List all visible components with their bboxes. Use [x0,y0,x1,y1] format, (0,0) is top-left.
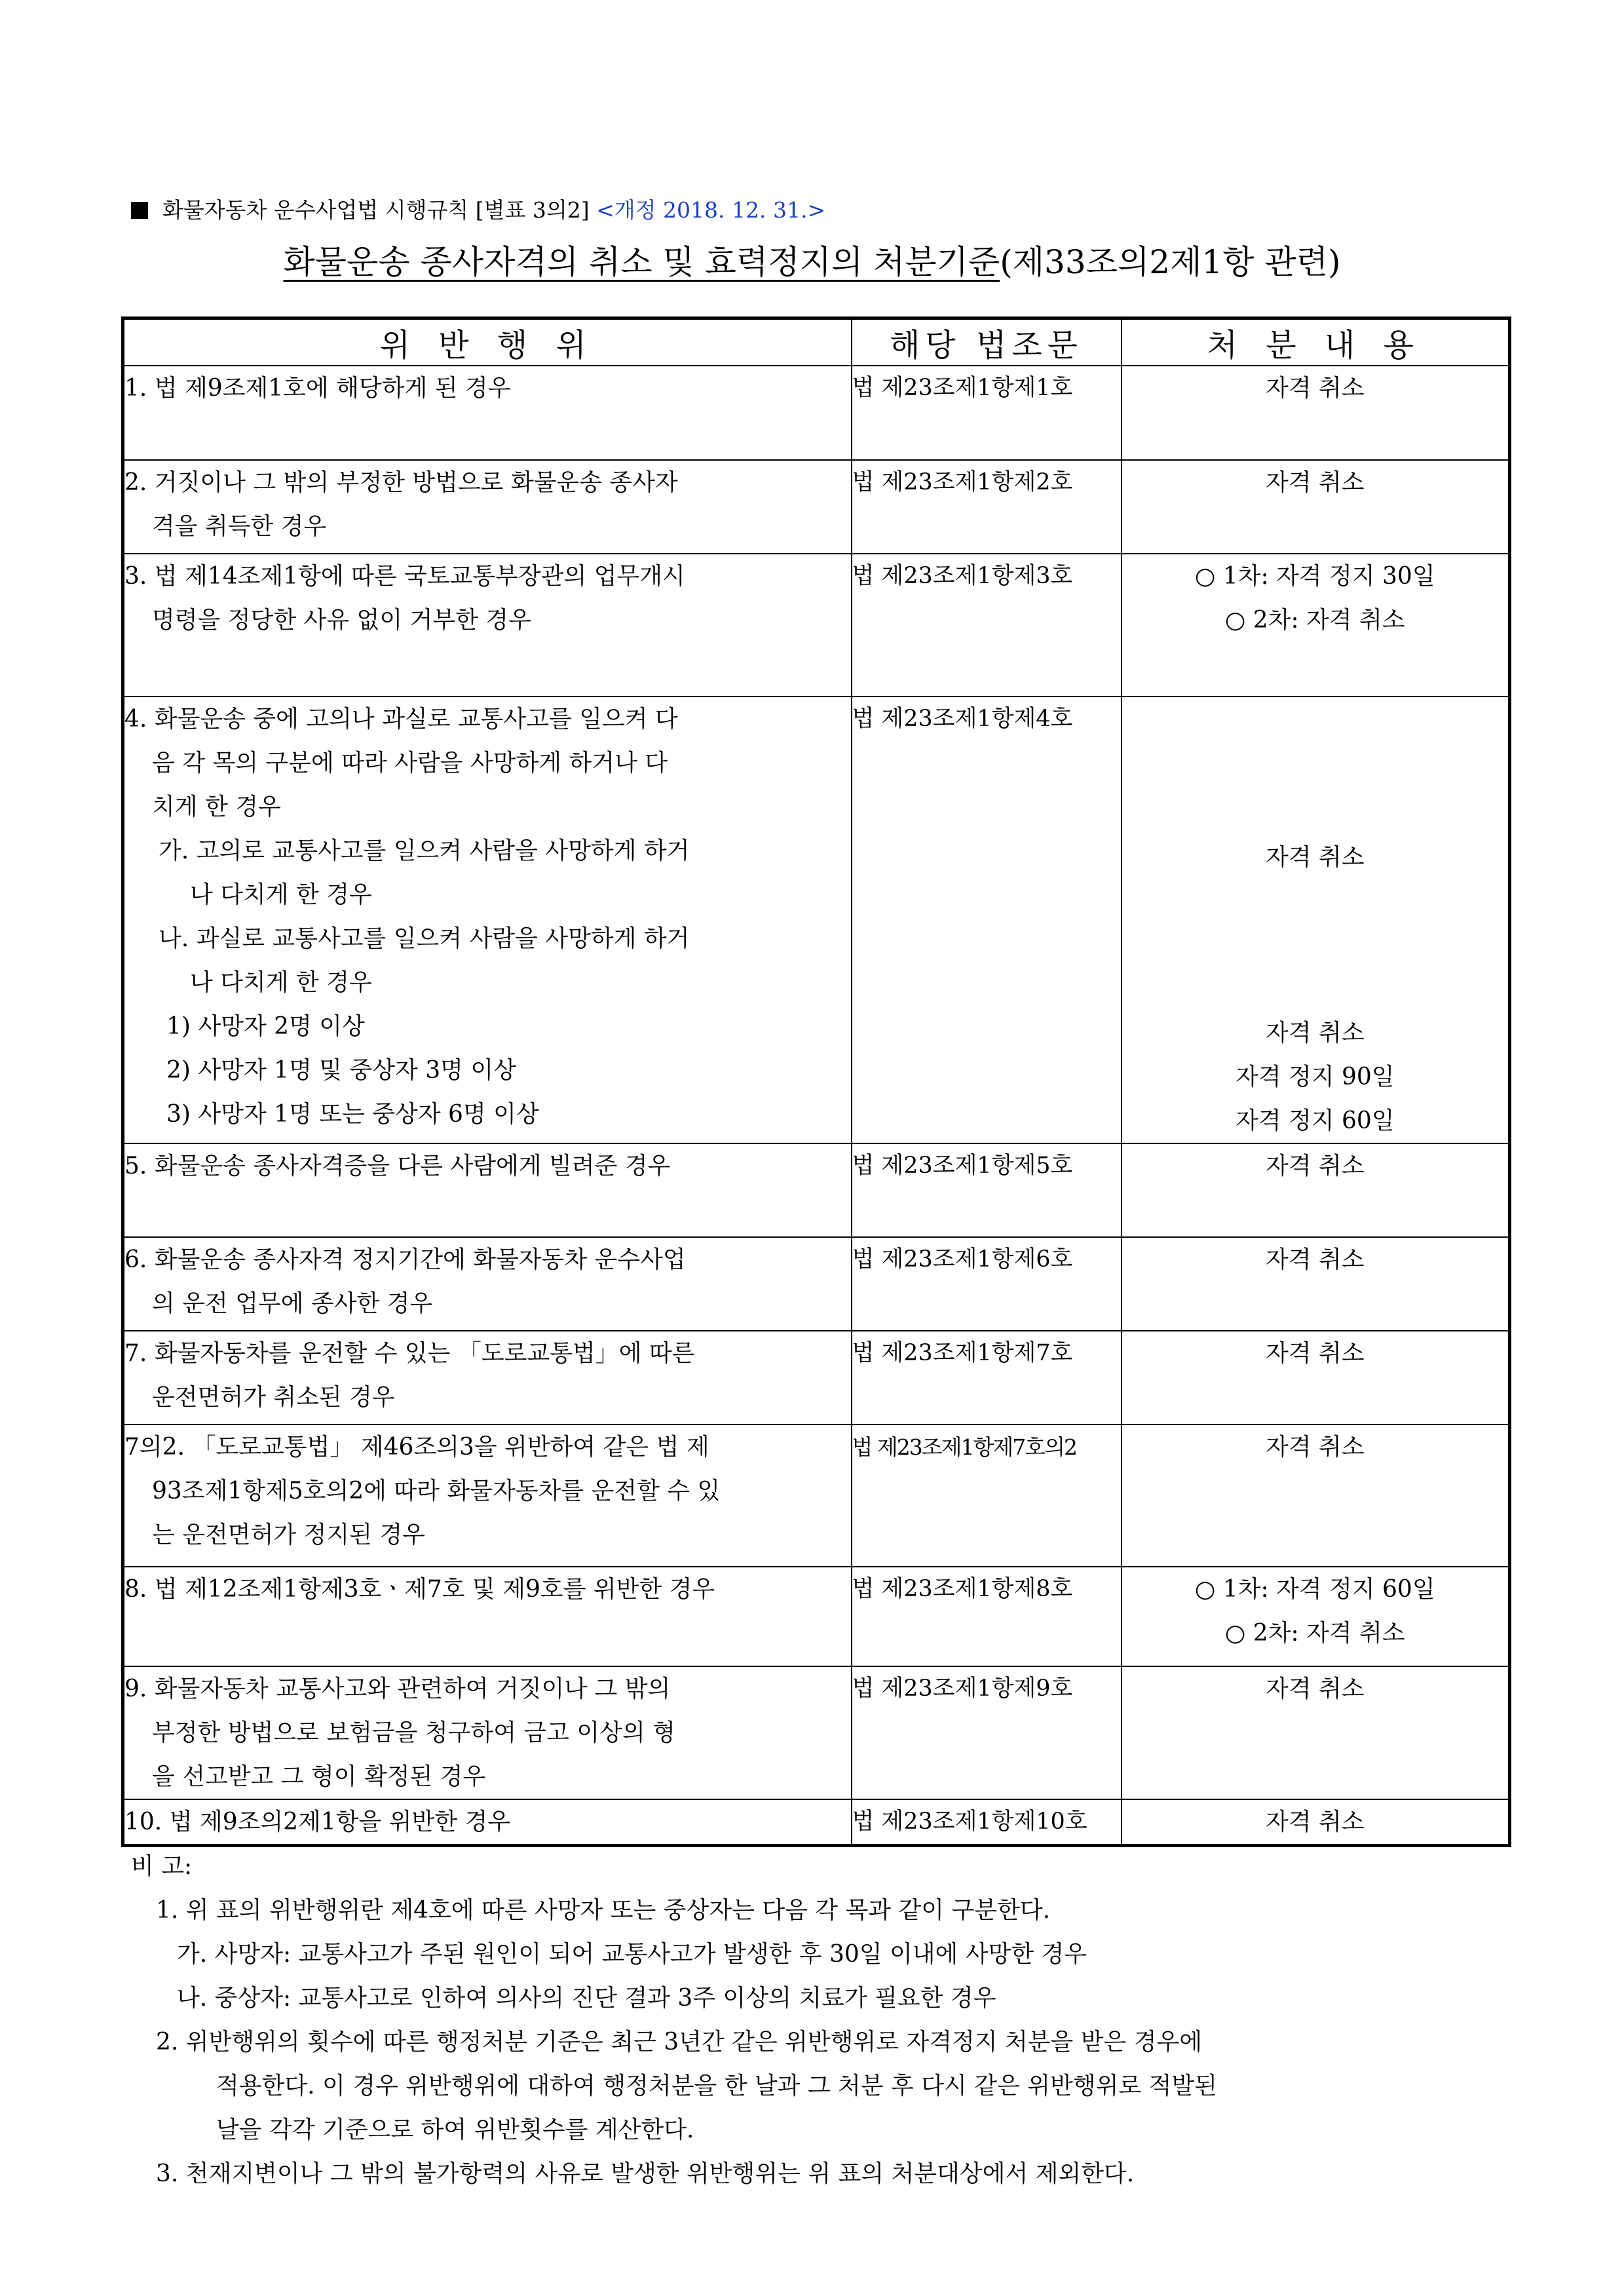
disposition-cell [1122,1237,1510,1331]
disposition-line: 자격 취소 [1265,1246,1365,1273]
title-related-article: (제33조의2제1항 관련) [1000,243,1341,281]
table-row [123,1666,1510,1799]
violation-cell [123,1567,852,1666]
violation-line: 부정한 방법으로 보험금을 청구하여 금고 이상의 형 [152,1719,675,1746]
disposition-cell [1122,1143,1510,1237]
violation-line: 나. 과실로 교통사고를 일으켜 사람을 사망하게 하거 [159,925,690,952]
table-row [123,1331,1510,1425]
article-cell: 법 제23조제1항제3호 [852,554,1122,697]
disposition-line: 자격 취소 [1265,1675,1365,1702]
remark-subitem: 나. 중상자: 교통사고로 인하여 의사의 진단 결과 3주 이상의 치료가 필요한 경우 [177,1985,996,2012]
article-cell: 법 제23조제1항제1호 [852,366,1122,460]
remark-continuation: 적용한다. 이 경우 위반행위에 대하여 행정처분을 한 날과 그 처분 후 다시 같은 위반행위로 적발된 [216,2073,1217,2099]
violation-line: 3) 사망자 1명 또는 중상자 6명 이상 [166,1101,539,1128]
document-title [0,236,1624,283]
remark-item: 3. 천재지변이나 그 밖의 불가항력의 사유로 발생한 위반행위는 위 표의 처분대상에서 제외한다. [156,2160,1135,2187]
violation-cell [123,1143,852,1237]
remarks-label: 비 고: [131,1853,193,1880]
table-row [123,460,1510,554]
violation-line: 2) 사망자 1명 및 중상자 3명 이상 [166,1057,516,1084]
violation-cell [123,1425,852,1567]
disposition-line: 자격 취소 [1265,1808,1365,1835]
disposition-cell [1122,460,1510,554]
article-cell: 법 제23조제1항제8호 [852,1567,1122,1666]
violation-line: 2. 거짓이나 그 밖의 부정한 방법으로 화물운송 종사자 [124,469,678,496]
remark-continuation: 날을 각각 기준으로 하여 위반횟수를 계산한다. [216,2116,694,2143]
violation-cell [123,366,852,460]
disposition-line: 자격 취소 [1265,469,1365,496]
remark-item: 2. 위반행위의 횟수에 따른 행정처분 기준은 최근 3년간 같은 위반행위로 자격정지 처분을 받은 경우에 [156,2029,1203,2056]
violation-line: 나 다치게 한 경우 [190,969,372,996]
article-cell: 법 제23조제1항제7호 [852,1331,1122,1425]
violation-line: 9. 화물자동차 교통사고와 관련하여 거짓이나 그 밖의 [124,1675,671,1702]
violation-line: 을 선고받고 그 형이 확정된 경우 [152,1763,486,1790]
disposition-line [1122,923,1509,967]
violation-cell [123,1666,852,1799]
violation-line: 1) 사망자 2명 이상 [166,1013,365,1040]
article-cell: 법 제23조제1항제10호 [852,1799,1122,1846]
violation-line: 나 다치게 한 경우 [190,881,372,908]
table-row [123,1799,1510,1846]
violation-line: 가. 고의로 교통사고를 일으켜 사람을 사망하게 하거 [159,837,690,864]
violation-line: 의 운전 업무에 종사한 경우 [152,1290,433,1317]
violation-line: 5. 화물운송 종사자격증을 다른 사람에게 빌려준 경우 [124,1153,671,1179]
violation-cell [123,697,852,1143]
violation-cell [123,1237,852,1331]
article-cell: 법 제23조제1항제4호 [852,697,1122,1143]
disposition-line: ○ 2차: 자격 취소 [1224,607,1405,634]
disposition-line: 자격 취소 [1265,1434,1365,1461]
violation-line: 7. 화물자동차를 운전할 수 있는 「도로교통법」에 따른 [124,1340,695,1367]
violation-line: 4. 화물운송 중에 고의나 과실로 교통사고를 일으켜 다 [124,706,678,733]
header-line [131,193,1507,224]
violation-line: 치게 한 경우 [152,794,281,820]
article-cell: 법 제23조제1항제2호 [852,460,1122,554]
table-row [123,1425,1510,1567]
disposition-line: ○ 2차: 자격 취소 [1224,1620,1405,1647]
disposition-cell [1122,554,1510,697]
disposition-line: 자격 정지 90일 [1235,1063,1395,1090]
disposition-line: 자격 정지 60일 [1235,1107,1395,1134]
disposition-cell [1122,1567,1510,1666]
title-main: 화물운송 종사자격의 취소 및 효력정지의 처분기준 [283,243,1000,281]
disposition-cell [1122,1331,1510,1425]
table-row [123,1143,1510,1237]
violation-cell [123,1331,852,1425]
disposition-line [1122,792,1509,835]
violation-line: 는 운전면허가 정지된 경우 [152,1521,425,1548]
source-regulation: 화물자동차 운수사업법 시행규칙 [별표 3의2] [162,197,590,223]
disposition-line: 자격 취소 [1265,1153,1365,1179]
remarks-section [131,1845,1507,2196]
disposition-line [1122,967,1509,1011]
table-row [123,554,1510,697]
violation-cell [123,460,852,554]
table-row [123,1237,1510,1331]
black-square-icon [131,202,148,219]
violation-line: 6. 화물운송 종사자격 정지기간에 화물자동차 운수사업 [124,1246,686,1273]
violation-line: 8. 법 제12조제1항제3호ㆍ제7호 및 제9호를 위반한 경우 [124,1576,715,1603]
violation-line: 음 각 목의 구분에 따라 사람을 사망하게 하거나 다 [152,750,668,776]
revision-date: <개정 2018. 12. 31.> [596,197,826,223]
disposition-line: 자격 취소 [1265,1020,1365,1046]
article-cell: 법 제23조제1항제7호의2 [852,1425,1122,1567]
table-row [123,366,1510,460]
disposition-line [1122,879,1509,923]
table-row [123,1567,1510,1666]
header-violation: 위 반 행 위 [123,318,852,366]
disposition-line: ○ 1차: 자격 정지 60일 [1194,1576,1435,1603]
disposition-line: 자격 취소 [1265,844,1365,871]
disposition-line: 자격 취소 [1265,1340,1365,1367]
disposition-line [1122,748,1509,792]
disposition-criteria-table [121,316,1511,1847]
disposition-line [1122,704,1509,748]
remark-item: 1. 위 표의 위반행위란 제4호에 따른 사망자 또는 중상자는 다음 각 목과 같이 구분한다. [156,1897,1051,1924]
violation-line: 명령을 정당한 사유 없이 거부한 경우 [152,607,531,634]
disposition-cell [1122,366,1510,460]
header-disposition: 처 분 내 용 [1122,318,1510,366]
header-article: 해당 법조문 [852,318,1122,366]
article-cell: 법 제23조제1항제5호 [852,1143,1122,1237]
disposition-line: ○ 1차: 자격 정지 30일 [1194,563,1435,590]
table-row [123,697,1510,1143]
violation-line: 93조제1항제5호의2에 따라 화물자동차를 운전할 수 있 [152,1478,721,1504]
table-header-row [123,318,1510,366]
disposition-cell [1122,1666,1510,1799]
violation-cell [123,1799,852,1846]
violation-line: 3. 법 제14조제1항에 따른 국토교통부장관의 업무개시 [124,563,685,590]
violation-line: 운전면허가 취소된 경우 [152,1384,395,1411]
violation-line: 1. 법 제9조제1호에 해당하게 된 경우 [124,375,511,402]
article-cell: 법 제23조제1항제9호 [852,1666,1122,1799]
disposition-cell [1122,1799,1510,1846]
disposition-cell [1122,697,1510,1143]
remark-subitem: 가. 사망자: 교통사고가 주된 원인이 되어 교통사고가 발생한 후 30일 이내에 사망한 경우 [177,1941,1087,1968]
violation-line: 7의2. 「도로교통법」 제46조의3을 위반하여 같은 법 제 [124,1434,709,1461]
violation-line: 격을 취득한 경우 [152,513,327,540]
disposition-line: 자격 취소 [1265,375,1365,402]
violation-line: 10. 법 제9조의2제1항을 위반한 경우 [124,1808,511,1835]
article-cell: 법 제23조제1항제6호 [852,1237,1122,1331]
disposition-cell [1122,1425,1510,1567]
violation-cell [123,554,852,697]
